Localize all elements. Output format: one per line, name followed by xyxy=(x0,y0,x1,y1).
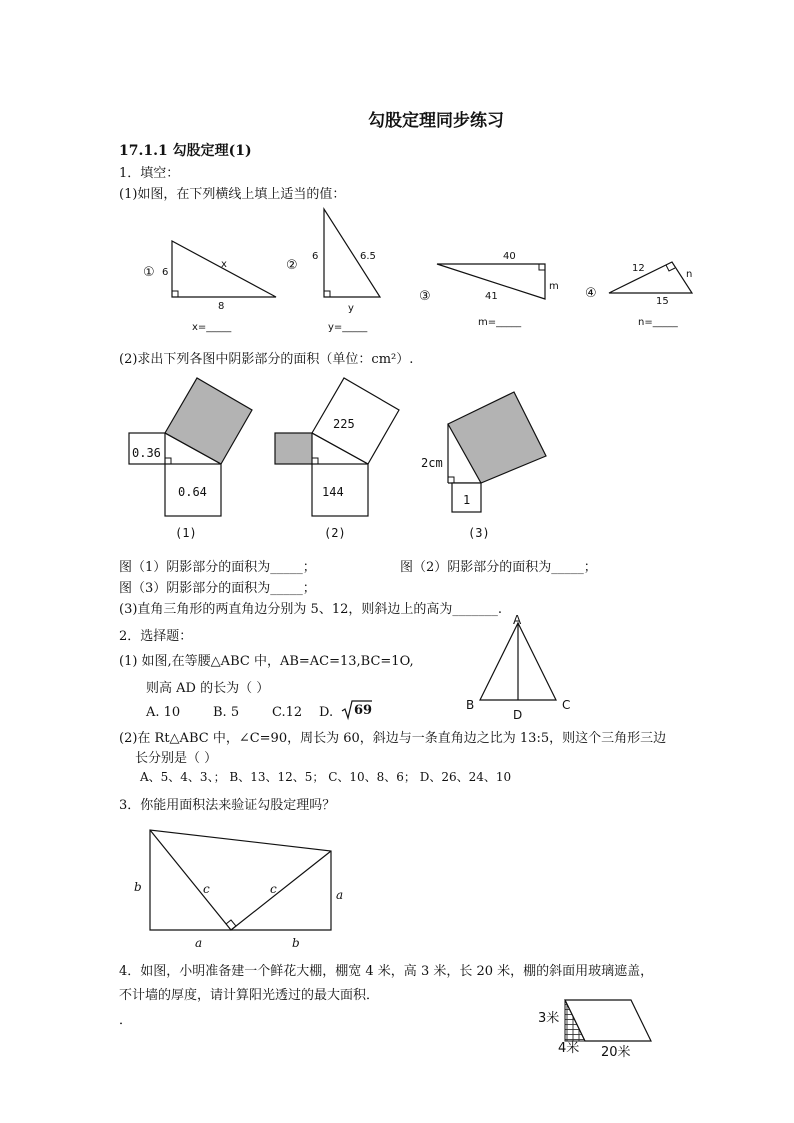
sq2-value-a: 225 xyxy=(333,417,355,431)
label-b-left: b xyxy=(134,880,142,894)
fig4-number: ④ xyxy=(585,286,597,301)
fig1-leg-b: 8 xyxy=(218,301,225,312)
q2-part2-line1: (2)在 Rt△ABC 中，∠C=90，周长为 60，斜边与一条直角边之比为 13:5，则这个三角形三边 xyxy=(119,731,667,746)
fig2-hyp: 6.5 xyxy=(360,251,376,262)
q2-option-d-radicand: 69 xyxy=(354,703,373,718)
fig1-number: ① xyxy=(143,265,155,280)
q3-heading: 3．你能用面积法来验证勾股定理吗？ xyxy=(119,798,336,813)
greenhouse-length-label: 20米 xyxy=(601,1045,631,1060)
q4-line2: 不计墙的厚度，请计算阳光透过的最大面积． xyxy=(119,988,380,1003)
sq1-value-b: 0.64 xyxy=(178,485,207,499)
q1-answer-line-fig3: 图（3）阴影部分的面积为_____； xyxy=(119,581,316,596)
fig2-leg-a: 6 xyxy=(312,251,319,262)
fig4-answer: n=_____ xyxy=(638,317,678,328)
tri-label-c: C xyxy=(562,698,571,712)
label-c-right: c xyxy=(270,882,277,896)
fig4-hyp: 15 xyxy=(656,296,669,307)
fig3-leg-a: 40 xyxy=(503,251,516,262)
label-a-bottom: a xyxy=(195,936,203,950)
section-heading: 17.1.1 勾股定理(1) xyxy=(119,143,252,159)
greenhouse-width-label: 4米 xyxy=(558,1041,580,1056)
fig3-answer: m=_____ xyxy=(478,317,522,328)
tri-label-a: A xyxy=(513,613,522,627)
q2-option-d: D. xyxy=(319,705,334,720)
sq3-value-a: 2cm xyxy=(421,456,443,470)
greenhouse-height-label: 3米 xyxy=(538,1011,560,1026)
q2-heading: 2．选择题： xyxy=(119,629,193,644)
fig4-leg-a: 12 xyxy=(632,263,645,274)
q2-option-c: C.12 xyxy=(272,705,303,720)
q4-dot: ． xyxy=(119,1013,133,1028)
q2-part2-options: A、5、4、3、； B、13、12、5； C、10、8、6； D、26、24、10 xyxy=(140,770,512,784)
sq2-value-b: 144 xyxy=(322,485,344,499)
sq1-caption: (1) xyxy=(175,526,197,540)
fig3-leg-b: m xyxy=(549,281,559,292)
q1-part3-text: (3)直角三角形的两直角边分别为 5、12，则斜边上的高为_______. xyxy=(119,602,502,617)
q1-answer-line-fig1: 图（1）阴影部分的面积为_____； xyxy=(119,560,316,575)
label-a-right: a xyxy=(336,888,344,902)
q2-part1-line2: 则高 AD 的长为（ ） xyxy=(146,681,270,696)
tri-label-b: B xyxy=(466,698,475,712)
q1-part1-text: (1)如图，在下列横线上填上适当的值： xyxy=(119,187,346,202)
q4-line1: 4．如图，小明准备建一个鲜花大棚，棚宽 4 米，高 3 米，长 20 米，棚的斜面用玻璃遮盖， xyxy=(119,964,654,979)
q2-part1-line1: (1) 如图,在等腰△ABC 中，AB=AC=13,BC=1O, xyxy=(119,654,414,669)
fig2-leg-b: y xyxy=(348,303,354,314)
q1-heading: 1．填空： xyxy=(119,166,180,181)
q2-option-b: B. 5 xyxy=(213,705,240,720)
fig3-hyp: 41 xyxy=(485,291,498,302)
tri-label-d: D xyxy=(513,708,523,722)
fig1-leg-a: 6 xyxy=(162,267,169,278)
label-b-bottom: b xyxy=(292,936,300,950)
fig2-number: ② xyxy=(286,258,298,273)
q1-answer-line-fig2: 图（2）阴影部分的面积为_____； xyxy=(400,560,597,575)
fig4-leg-b: n xyxy=(686,269,693,280)
fig3-number: ③ xyxy=(419,289,431,304)
page-title: 勾股定理同步练习 xyxy=(368,111,504,131)
sq3-caption: (3) xyxy=(468,526,490,540)
fig1-answer: x=_____ xyxy=(192,322,232,333)
q2-part2-line2: 长分别是（ ） xyxy=(135,751,218,766)
fig1-hyp: x xyxy=(221,259,227,270)
fig2-answer: y=_____ xyxy=(328,322,368,333)
sq1-value-a: 0.36 xyxy=(132,446,161,460)
q1-part2-text: (2)求出下列各图中阴影部分的面积（单位：cm²）. xyxy=(119,352,414,367)
q2-option-a: A. 10 xyxy=(146,705,181,720)
label-c-left: c xyxy=(203,882,210,896)
sq3-value-b: 1 xyxy=(463,493,471,507)
sq2-caption: (2) xyxy=(324,526,346,540)
